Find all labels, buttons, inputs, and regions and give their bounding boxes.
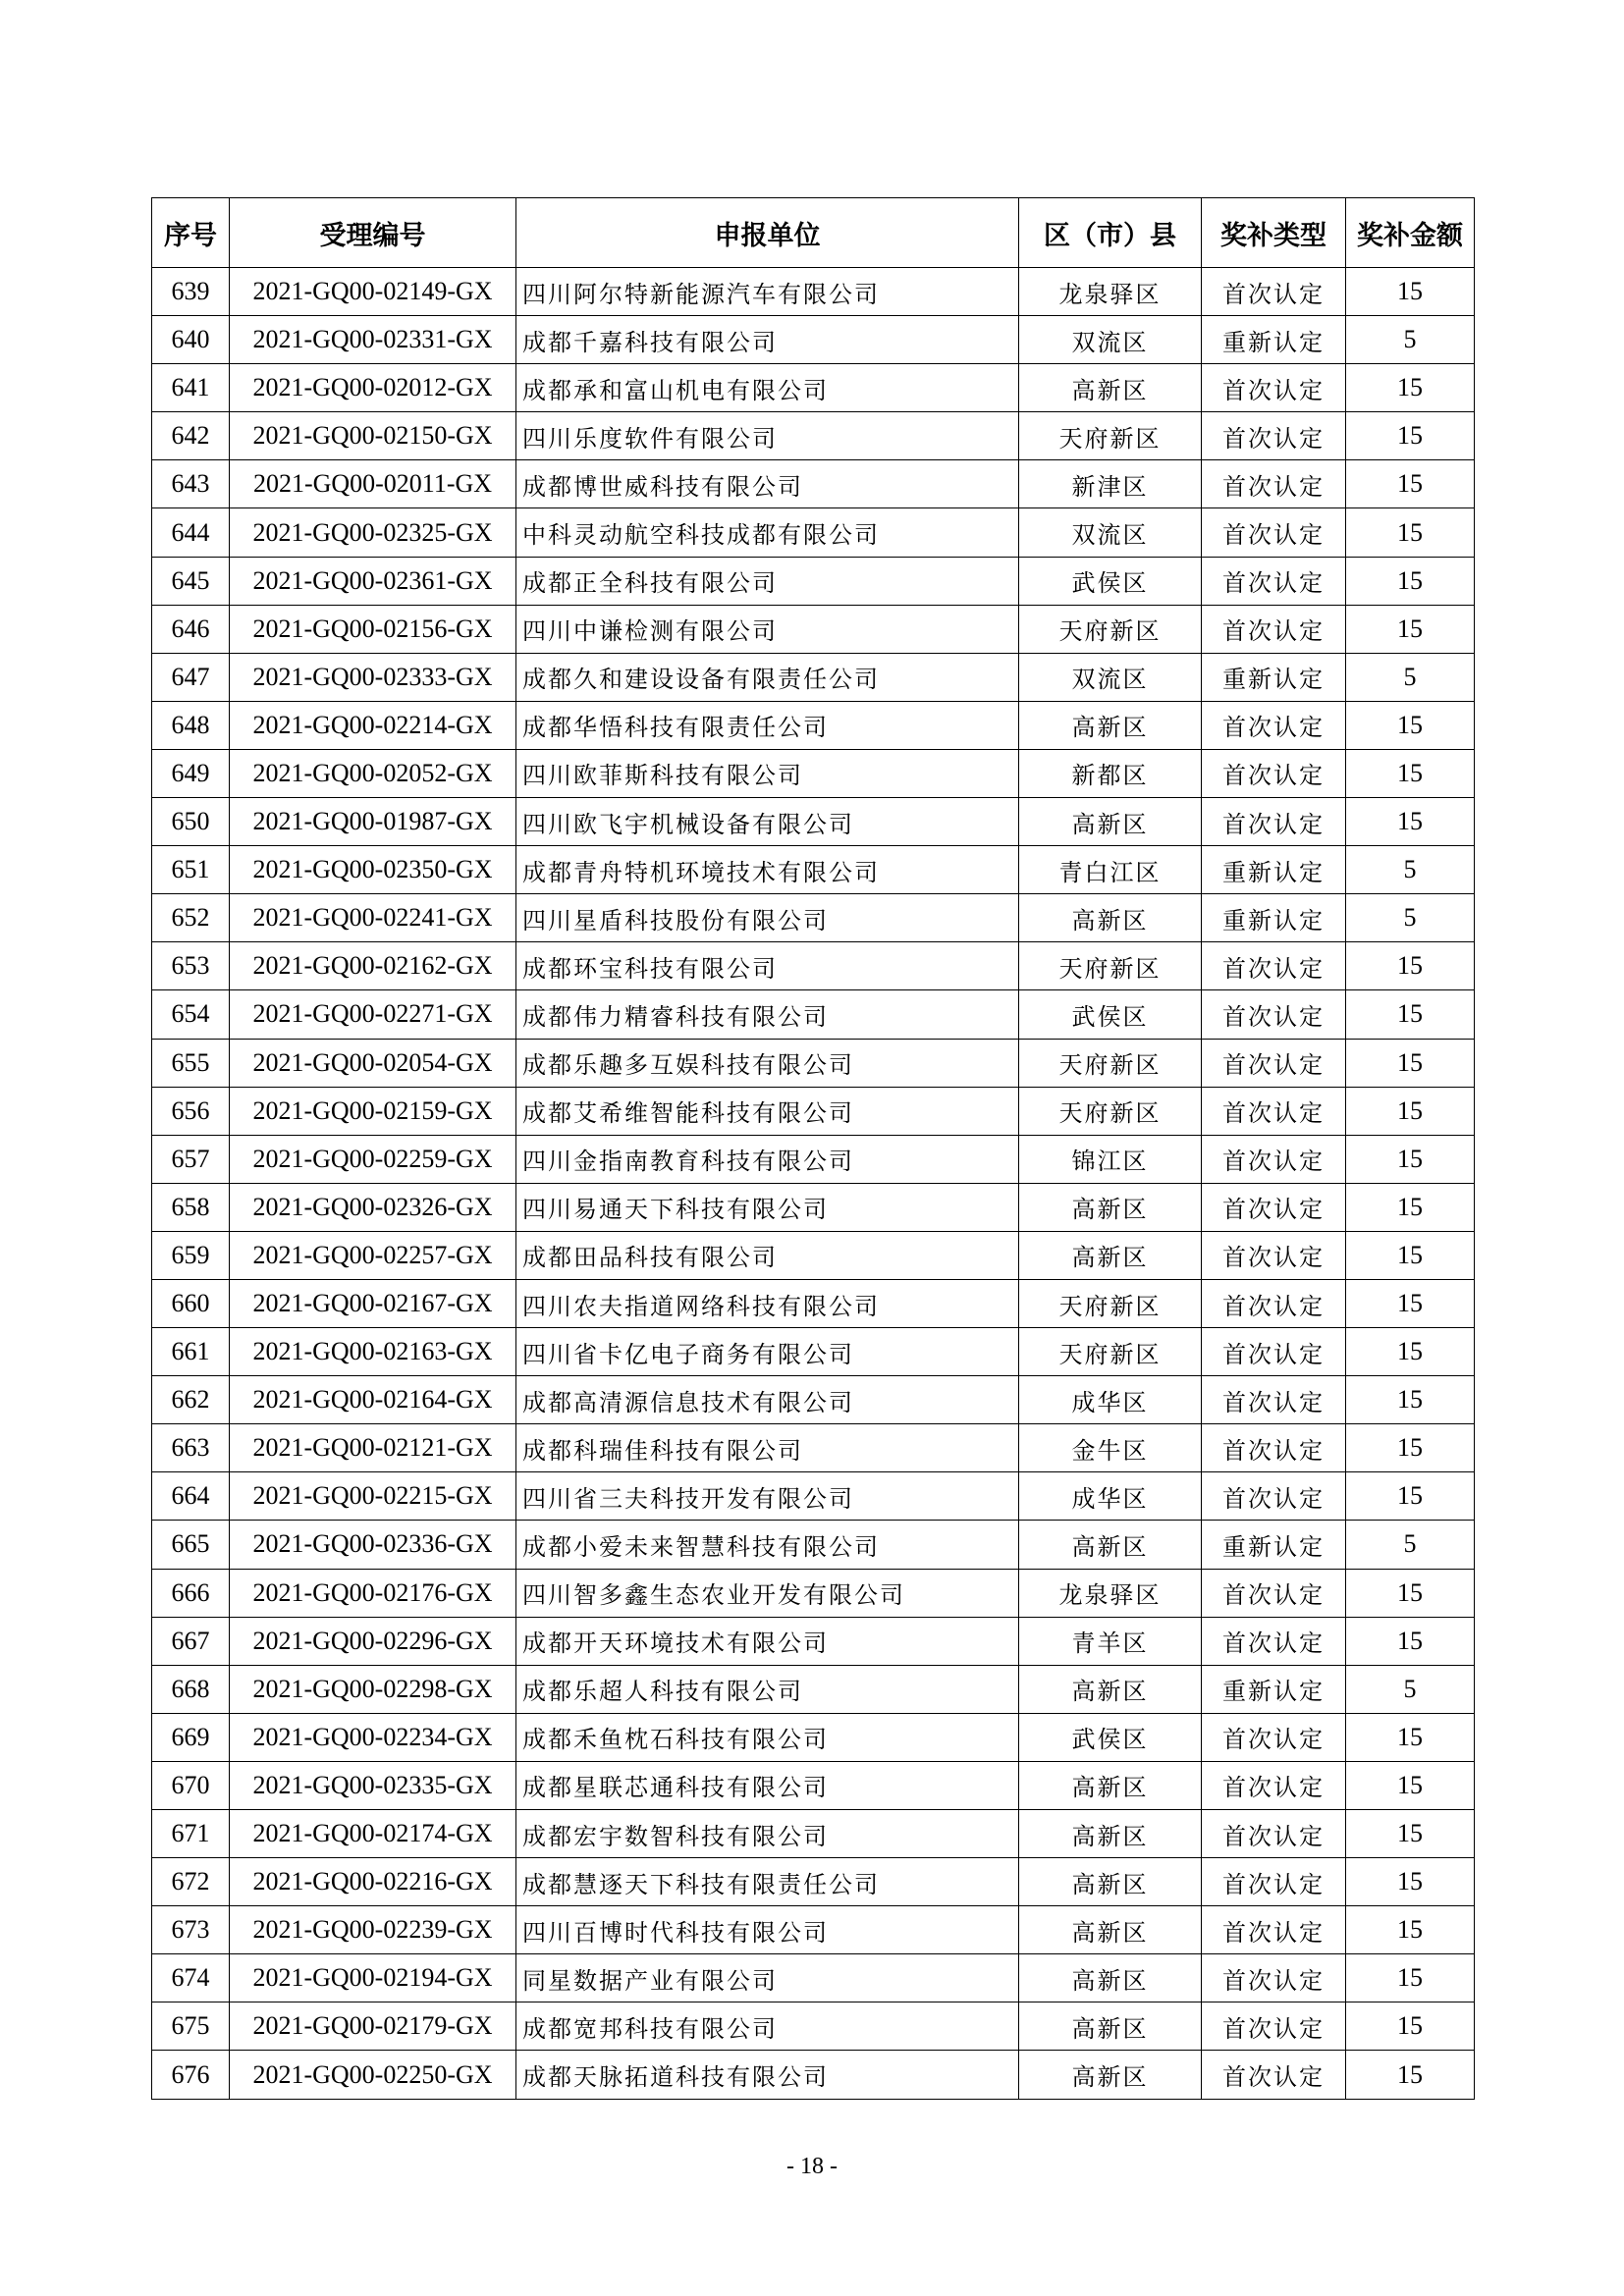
district-cell: 高新区 — [1019, 1810, 1202, 1858]
award-amount-cell: 15 — [1346, 1810, 1475, 1858]
table-row — [152, 1231, 1475, 1279]
acceptance-number-cell: 2021-GQ00-02336-GX — [230, 1521, 516, 1569]
applicant-cell: 四川中谦检测有限公司 — [516, 605, 1019, 653]
table-row — [152, 268, 1475, 316]
applicant-cell: 成都博世威科技有限公司 — [516, 460, 1019, 508]
award-type-cell: 首次认定 — [1202, 1328, 1346, 1376]
acceptance-number-cell: 2021-GQ00-02011-GX — [230, 460, 516, 508]
applicant-cell: 中科灵动航空科技成都有限公司 — [516, 508, 1019, 557]
serial-cell: 640 — [152, 316, 230, 364]
award-amount-cell: 15 — [1346, 460, 1475, 508]
header-acceptance-number: 受理编号 — [230, 198, 516, 268]
table-row — [152, 2051, 1475, 2099]
table-row — [152, 1954, 1475, 2002]
table-row — [152, 1376, 1475, 1424]
award-type-cell: 首次认定 — [1202, 1231, 1346, 1279]
award-amount-cell: 15 — [1346, 1376, 1475, 1424]
award-amount-cell: 15 — [1346, 557, 1475, 605]
award-amount-cell: 5 — [1346, 316, 1475, 364]
award-type-cell: 首次认定 — [1202, 268, 1346, 316]
acceptance-number-cell: 2021-GQ00-02012-GX — [230, 364, 516, 412]
serial-cell: 639 — [152, 268, 230, 316]
award-amount-cell: 15 — [1346, 1858, 1475, 1906]
page-number: - 18 - — [786, 2154, 838, 2179]
serial-cell: 664 — [152, 1472, 230, 1521]
award-amount-cell: 15 — [1346, 1328, 1475, 1376]
acceptance-number-cell: 2021-GQ00-02194-GX — [230, 1954, 516, 2002]
acceptance-number-cell: 2021-GQ00-02333-GX — [230, 653, 516, 701]
award-type-cell: 首次认定 — [1202, 1279, 1346, 1327]
table-row — [152, 557, 1475, 605]
serial-cell: 663 — [152, 1424, 230, 1472]
district-cell: 高新区 — [1019, 1906, 1202, 1954]
award-type-cell: 重新认定 — [1202, 653, 1346, 701]
district-cell: 新都区 — [1019, 749, 1202, 797]
acceptance-number-cell: 2021-GQ00-02271-GX — [230, 990, 516, 1039]
acceptance-number-cell: 2021-GQ00-02162-GX — [230, 942, 516, 990]
award-type-cell: 首次认定 — [1202, 1376, 1346, 1424]
acceptance-number-cell: 2021-GQ00-02257-GX — [230, 1231, 516, 1279]
award-type-cell: 首次认定 — [1202, 2051, 1346, 2099]
district-cell: 天府新区 — [1019, 1328, 1202, 1376]
applicant-cell: 成都小爱未来智慧科技有限公司 — [516, 1521, 1019, 1569]
serial-cell: 657 — [152, 1135, 230, 1183]
serial-cell: 669 — [152, 1713, 230, 1761]
district-cell: 双流区 — [1019, 653, 1202, 701]
table-row — [152, 1472, 1475, 1521]
award-amount-cell: 15 — [1346, 1231, 1475, 1279]
table-row — [152, 990, 1475, 1039]
acceptance-number-cell: 2021-GQ00-02163-GX — [230, 1328, 516, 1376]
award-amount-cell: 15 — [1346, 364, 1475, 412]
serial-cell: 660 — [152, 1279, 230, 1327]
acceptance-number-cell: 2021-GQ00-02298-GX — [230, 1665, 516, 1713]
serial-cell: 671 — [152, 1810, 230, 1858]
serial-cell: 674 — [152, 1954, 230, 2002]
district-cell: 高新区 — [1019, 1954, 1202, 2002]
acceptance-number-cell: 2021-GQ00-02326-GX — [230, 1183, 516, 1231]
award-type-cell: 首次认定 — [1202, 1472, 1346, 1521]
award-amount-cell: 15 — [1346, 1183, 1475, 1231]
table-row — [152, 1665, 1475, 1713]
award-amount-cell: 15 — [1346, 1761, 1475, 1809]
award-type-cell: 首次认定 — [1202, 460, 1346, 508]
table-row — [152, 894, 1475, 942]
district-cell: 锦江区 — [1019, 1135, 1202, 1183]
award-amount-cell: 5 — [1346, 894, 1475, 942]
district-cell: 武侯区 — [1019, 990, 1202, 1039]
serial-cell: 645 — [152, 557, 230, 605]
table-header-row — [152, 198, 1475, 268]
district-cell: 高新区 — [1019, 1231, 1202, 1279]
award-type-cell: 首次认定 — [1202, 557, 1346, 605]
district-cell: 龙泉驿区 — [1019, 1569, 1202, 1617]
serial-cell: 665 — [152, 1521, 230, 1569]
award-type-cell: 重新认定 — [1202, 1665, 1346, 1713]
applicant-cell: 四川欧菲斯科技有限公司 — [516, 749, 1019, 797]
district-cell: 新津区 — [1019, 460, 1202, 508]
table-row — [152, 1810, 1475, 1858]
acceptance-number-cell: 2021-GQ00-01987-GX — [230, 798, 516, 846]
table-row — [152, 2002, 1475, 2051]
applicant-cell: 成都乐趣多互娱科技有限公司 — [516, 1039, 1019, 1087]
acceptance-number-cell: 2021-GQ00-02176-GX — [230, 1569, 516, 1617]
award-type-cell: 首次认定 — [1202, 1906, 1346, 1954]
award-amount-cell: 15 — [1346, 1906, 1475, 1954]
district-cell: 高新区 — [1019, 1665, 1202, 1713]
acceptance-number-cell: 2021-GQ00-02215-GX — [230, 1472, 516, 1521]
award-amount-cell: 15 — [1346, 268, 1475, 316]
applicant-cell: 成都宽邦科技有限公司 — [516, 2002, 1019, 2051]
district-cell: 天府新区 — [1019, 1087, 1202, 1135]
district-cell: 双流区 — [1019, 508, 1202, 557]
table-row — [152, 1279, 1475, 1327]
applicant-cell: 成都禾鱼枕石科技有限公司 — [516, 1713, 1019, 1761]
district-cell: 成华区 — [1019, 1472, 1202, 1521]
header-serial: 序号 — [152, 198, 230, 268]
header-award-amount: 奖补金额 — [1346, 198, 1475, 268]
award-amount-cell: 5 — [1346, 1665, 1475, 1713]
applicant-cell: 四川阿尔特新能源汽车有限公司 — [516, 268, 1019, 316]
award-amount-cell: 15 — [1346, 701, 1475, 749]
table-row — [152, 1858, 1475, 1906]
serial-cell: 661 — [152, 1328, 230, 1376]
serial-cell: 648 — [152, 701, 230, 749]
acceptance-number-cell: 2021-GQ00-02052-GX — [230, 749, 516, 797]
serial-cell: 651 — [152, 846, 230, 894]
acceptance-number-cell: 2021-GQ00-02250-GX — [230, 2051, 516, 2099]
applicant-cell: 四川省卡亿电子商务有限公司 — [516, 1328, 1019, 1376]
district-cell: 双流区 — [1019, 316, 1202, 364]
applicant-cell: 成都正全科技有限公司 — [516, 557, 1019, 605]
award-type-cell: 首次认定 — [1202, 605, 1346, 653]
table-row — [152, 1761, 1475, 1809]
award-amount-cell: 5 — [1346, 846, 1475, 894]
award-type-cell: 首次认定 — [1202, 508, 1346, 557]
acceptance-number-cell: 2021-GQ00-02241-GX — [230, 894, 516, 942]
acceptance-number-cell: 2021-GQ00-02167-GX — [230, 1279, 516, 1327]
acceptance-number-cell: 2021-GQ00-02234-GX — [230, 1713, 516, 1761]
serial-cell: 673 — [152, 1906, 230, 1954]
serial-cell: 656 — [152, 1087, 230, 1135]
award-type-cell: 重新认定 — [1202, 316, 1346, 364]
award-list-table — [151, 197, 1475, 2100]
award-type-cell: 首次认定 — [1202, 1087, 1346, 1135]
serial-cell: 655 — [152, 1039, 230, 1087]
table-row — [152, 749, 1475, 797]
applicant-cell: 四川易通天下科技有限公司 — [516, 1183, 1019, 1231]
district-cell: 龙泉驿区 — [1019, 268, 1202, 316]
serial-cell: 644 — [152, 508, 230, 557]
applicant-cell: 成都青舟特机环境技术有限公司 — [516, 846, 1019, 894]
award-amount-cell: 15 — [1346, 2002, 1475, 2051]
applicant-cell: 成都天脉拓道科技有限公司 — [516, 2051, 1019, 2099]
header-award-type: 奖补类型 — [1202, 198, 1346, 268]
district-cell: 高新区 — [1019, 798, 1202, 846]
serial-cell: 652 — [152, 894, 230, 942]
acceptance-number-cell: 2021-GQ00-02331-GX — [230, 316, 516, 364]
applicant-cell: 成都田品科技有限公司 — [516, 1231, 1019, 1279]
acceptance-number-cell: 2021-GQ00-02174-GX — [230, 1810, 516, 1858]
district-cell: 天府新区 — [1019, 1039, 1202, 1087]
serial-cell: 647 — [152, 653, 230, 701]
acceptance-number-cell: 2021-GQ00-02121-GX — [230, 1424, 516, 1472]
award-amount-cell: 15 — [1346, 1472, 1475, 1521]
serial-cell: 654 — [152, 990, 230, 1039]
applicant-cell: 成都慧逐天下科技有限责任公司 — [516, 1858, 1019, 1906]
acceptance-number-cell: 2021-GQ00-02325-GX — [230, 508, 516, 557]
table-row — [152, 942, 1475, 990]
award-type-cell: 首次认定 — [1202, 1761, 1346, 1809]
award-type-cell: 首次认定 — [1202, 1424, 1346, 1472]
award-type-cell: 首次认定 — [1202, 749, 1346, 797]
acceptance-number-cell: 2021-GQ00-02149-GX — [230, 268, 516, 316]
serial-cell: 670 — [152, 1761, 230, 1809]
table-body — [152, 268, 1475, 2100]
serial-cell: 650 — [152, 798, 230, 846]
applicant-cell: 四川农夫指道网络科技有限公司 — [516, 1279, 1019, 1327]
applicant-cell: 成都千嘉科技有限公司 — [516, 316, 1019, 364]
serial-cell: 653 — [152, 942, 230, 990]
table-row — [152, 1424, 1475, 1472]
table-row — [152, 1183, 1475, 1231]
acceptance-number-cell: 2021-GQ00-02159-GX — [230, 1087, 516, 1135]
serial-cell: 672 — [152, 1858, 230, 1906]
district-cell: 青白江区 — [1019, 846, 1202, 894]
award-amount-cell: 15 — [1346, 1135, 1475, 1183]
award-amount-cell: 15 — [1346, 1617, 1475, 1665]
serial-cell: 649 — [152, 749, 230, 797]
district-cell: 高新区 — [1019, 894, 1202, 942]
applicant-cell: 四川欧飞宇机械设备有限公司 — [516, 798, 1019, 846]
serial-cell: 675 — [152, 2002, 230, 2051]
applicant-cell: 四川智多鑫生态农业开发有限公司 — [516, 1569, 1019, 1617]
award-type-cell: 首次认定 — [1202, 412, 1346, 460]
district-cell: 青羊区 — [1019, 1617, 1202, 1665]
district-cell: 高新区 — [1019, 1521, 1202, 1569]
award-amount-cell: 15 — [1346, 2051, 1475, 2099]
serial-cell: 676 — [152, 2051, 230, 2099]
table-row — [152, 701, 1475, 749]
district-cell: 高新区 — [1019, 364, 1202, 412]
award-type-cell: 首次认定 — [1202, 1858, 1346, 1906]
applicant-cell: 成都开天环境技术有限公司 — [516, 1617, 1019, 1665]
award-amount-cell: 15 — [1346, 1954, 1475, 2002]
award-amount-cell: 5 — [1346, 1521, 1475, 1569]
serial-cell: 659 — [152, 1231, 230, 1279]
applicant-cell: 成都星联芯通科技有限公司 — [516, 1761, 1019, 1809]
district-cell: 天府新区 — [1019, 605, 1202, 653]
applicant-cell: 四川金指南教育科技有限公司 — [516, 1135, 1019, 1183]
award-type-cell: 首次认定 — [1202, 1135, 1346, 1183]
award-amount-cell: 15 — [1346, 798, 1475, 846]
applicant-cell: 成都承和富山机电有限公司 — [516, 364, 1019, 412]
award-amount-cell: 15 — [1346, 1569, 1475, 1617]
award-amount-cell: 15 — [1346, 1039, 1475, 1087]
serial-cell: 662 — [152, 1376, 230, 1424]
serial-cell: 641 — [152, 364, 230, 412]
serial-cell: 668 — [152, 1665, 230, 1713]
acceptance-number-cell: 2021-GQ00-02214-GX — [230, 701, 516, 749]
district-cell: 武侯区 — [1019, 1713, 1202, 1761]
district-cell: 金牛区 — [1019, 1424, 1202, 1472]
district-cell: 天府新区 — [1019, 1279, 1202, 1327]
award-amount-cell: 15 — [1346, 412, 1475, 460]
district-cell: 高新区 — [1019, 2002, 1202, 2051]
table-row — [152, 605, 1475, 653]
acceptance-number-cell: 2021-GQ00-02361-GX — [230, 557, 516, 605]
table-row — [152, 846, 1475, 894]
acceptance-number-cell: 2021-GQ00-02350-GX — [230, 846, 516, 894]
table-row — [152, 508, 1475, 557]
award-type-cell: 重新认定 — [1202, 894, 1346, 942]
award-type-cell: 首次认定 — [1202, 1617, 1346, 1665]
district-cell: 天府新区 — [1019, 942, 1202, 990]
applicant-cell: 成都伟力精睿科技有限公司 — [516, 990, 1019, 1039]
award-amount-cell: 5 — [1346, 653, 1475, 701]
acceptance-number-cell: 2021-GQ00-02259-GX — [230, 1135, 516, 1183]
serial-cell: 658 — [152, 1183, 230, 1231]
header-district: 区（市）县 — [1019, 198, 1202, 268]
table-row — [152, 460, 1475, 508]
district-cell: 天府新区 — [1019, 412, 1202, 460]
acceptance-number-cell: 2021-GQ00-02296-GX — [230, 1617, 516, 1665]
award-type-cell: 首次认定 — [1202, 1810, 1346, 1858]
serial-cell: 646 — [152, 605, 230, 653]
award-amount-cell: 15 — [1346, 990, 1475, 1039]
award-type-cell: 重新认定 — [1202, 1521, 1346, 1569]
award-amount-cell: 15 — [1346, 942, 1475, 990]
award-type-cell: 首次认定 — [1202, 2002, 1346, 2051]
award-amount-cell: 15 — [1346, 1713, 1475, 1761]
district-cell: 高新区 — [1019, 1183, 1202, 1231]
award-type-cell: 首次认定 — [1202, 798, 1346, 846]
applicant-cell: 成都环宝科技有限公司 — [516, 942, 1019, 990]
applicant-cell: 同星数据产业有限公司 — [516, 1954, 1019, 2002]
award-type-cell: 首次认定 — [1202, 1569, 1346, 1617]
district-cell: 武侯区 — [1019, 557, 1202, 605]
award-amount-cell: 15 — [1346, 605, 1475, 653]
award-type-cell: 首次认定 — [1202, 990, 1346, 1039]
acceptance-number-cell: 2021-GQ00-02054-GX — [230, 1039, 516, 1087]
acceptance-number-cell: 2021-GQ00-02239-GX — [230, 1906, 516, 1954]
table-row — [152, 412, 1475, 460]
table-row — [152, 364, 1475, 412]
applicant-cell: 成都久和建设设备有限责任公司 — [516, 653, 1019, 701]
award-type-cell: 首次认定 — [1202, 942, 1346, 990]
applicant-cell: 四川省三夫科技开发有限公司 — [516, 1472, 1019, 1521]
table-row — [152, 1521, 1475, 1569]
header-applicant: 申报单位 — [516, 198, 1019, 268]
applicant-cell: 四川乐度软件有限公司 — [516, 412, 1019, 460]
table-row — [152, 1713, 1475, 1761]
district-cell: 高新区 — [1019, 1858, 1202, 1906]
applicant-cell: 成都华悟科技有限责任公司 — [516, 701, 1019, 749]
acceptance-number-cell: 2021-GQ00-02216-GX — [230, 1858, 516, 1906]
award-amount-cell: 15 — [1346, 1087, 1475, 1135]
applicant-cell: 成都艾希维智能科技有限公司 — [516, 1087, 1019, 1135]
table-row — [152, 316, 1475, 364]
applicant-cell: 成都宏宇数智科技有限公司 — [516, 1810, 1019, 1858]
award-type-cell: 首次认定 — [1202, 364, 1346, 412]
acceptance-number-cell: 2021-GQ00-02335-GX — [230, 1761, 516, 1809]
acceptance-number-cell: 2021-GQ00-02164-GX — [230, 1376, 516, 1424]
acceptance-number-cell: 2021-GQ00-02156-GX — [230, 605, 516, 653]
table-row — [152, 1569, 1475, 1617]
serial-cell: 666 — [152, 1569, 230, 1617]
table-row — [152, 653, 1475, 701]
acceptance-number-cell: 2021-GQ00-02179-GX — [230, 2002, 516, 2051]
serial-cell: 667 — [152, 1617, 230, 1665]
award-type-cell: 重新认定 — [1202, 846, 1346, 894]
table-row — [152, 1039, 1475, 1087]
table-row — [152, 1906, 1475, 1954]
applicant-cell: 成都科瑞佳科技有限公司 — [516, 1424, 1019, 1472]
award-type-cell: 首次认定 — [1202, 1039, 1346, 1087]
serial-cell: 643 — [152, 460, 230, 508]
table-row — [152, 1087, 1475, 1135]
table-row — [152, 1617, 1475, 1665]
district-cell: 成华区 — [1019, 1376, 1202, 1424]
award-type-cell: 首次认定 — [1202, 1954, 1346, 2002]
district-cell: 高新区 — [1019, 1761, 1202, 1809]
table-row — [152, 1328, 1475, 1376]
award-type-cell: 首次认定 — [1202, 1183, 1346, 1231]
district-cell: 高新区 — [1019, 701, 1202, 749]
district-cell: 高新区 — [1019, 2051, 1202, 2099]
applicant-cell: 成都乐超人科技有限公司 — [516, 1665, 1019, 1713]
applicant-cell: 四川百博时代科技有限公司 — [516, 1906, 1019, 1954]
award-amount-cell: 15 — [1346, 508, 1475, 557]
acceptance-number-cell: 2021-GQ00-02150-GX — [230, 412, 516, 460]
applicant-cell: 成都高清源信息技术有限公司 — [516, 1376, 1019, 1424]
award-amount-cell: 15 — [1346, 1279, 1475, 1327]
serial-cell: 642 — [152, 412, 230, 460]
award-type-cell: 首次认定 — [1202, 1713, 1346, 1761]
applicant-cell: 四川星盾科技股份有限公司 — [516, 894, 1019, 942]
table-row — [152, 798, 1475, 846]
award-amount-cell: 15 — [1346, 1424, 1475, 1472]
award-type-cell: 首次认定 — [1202, 701, 1346, 749]
table-row — [152, 1135, 1475, 1183]
award-amount-cell: 15 — [1346, 749, 1475, 797]
